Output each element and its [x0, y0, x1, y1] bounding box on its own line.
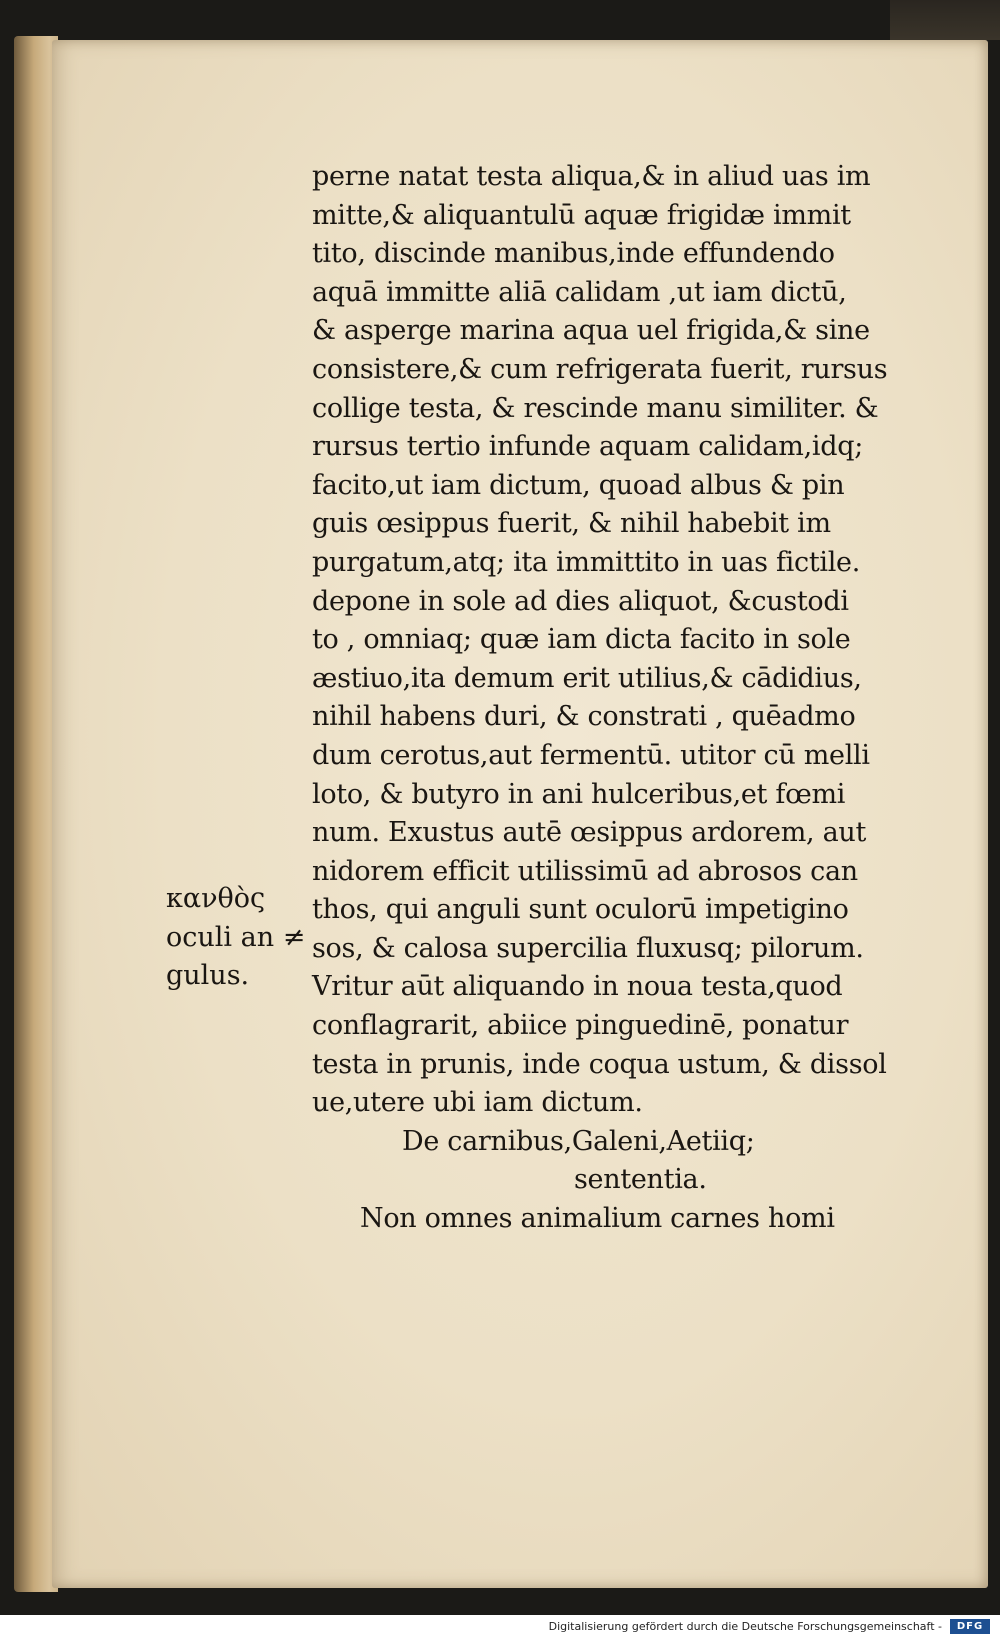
- margin-note-line: gulus.: [166, 960, 250, 992]
- footer-bar: [0, 1615, 1000, 1637]
- text-line: dum cerotus,aut fermentū. utitor cū melli: [312, 739, 870, 771]
- text-line: facito,ut iam dictum, quoad albus & pin: [312, 469, 845, 501]
- text-line: aquā immitte aliā calidam ,ut iam dictū,: [312, 276, 847, 308]
- section-heading-line-2: sententia.: [574, 1164, 707, 1196]
- margin-note: [166, 880, 305, 996]
- paragraph-start-line: Non omnes animalium carnes homi: [360, 1203, 835, 1235]
- text-line: rursus tertio infunde aquam calidam,idq;: [312, 431, 863, 463]
- text-line: sos, & calosa supercilia fluxusq; pilorum.: [312, 932, 864, 964]
- margin-note-line: κανθὸς: [166, 883, 266, 914]
- text-line: collige testa, & rescinde manu similiter. &: [312, 392, 879, 424]
- footer-credit: Digitalisierung gefördert durch die Deutsche Forschungsgemeinschaft -: [548, 1620, 942, 1633]
- text-line: æstiuo,ita demum erit utilius,& cādidius,: [312, 662, 862, 694]
- text-line: purgatum,atq; ita immittito in uas fictile.: [312, 546, 861, 578]
- section-heading-line-1: De carnibus,Galeni,Aetiiq;: [402, 1125, 755, 1157]
- text-line: nihil habens duri, & constrati , quēadmo: [312, 701, 856, 733]
- binding-shadow: [890, 0, 1000, 40]
- text-line: num. Exustus autē œsippus ardorem, aut: [312, 817, 867, 849]
- text-line: thos, qui anguli sunt oculorū impetigino: [312, 894, 849, 926]
- text-line: conflagrarit, abiice pinguedinē, ponatur: [312, 1010, 849, 1042]
- body-text: [312, 158, 952, 1239]
- text-line: tito, discinde manibus,inde effundendo: [312, 238, 835, 270]
- dfg-logo-icon: DFG: [950, 1619, 990, 1634]
- margin-note-line: oculi an ≠: [166, 921, 306, 953]
- text-line: ue,utere ubi iam dictum.: [312, 1087, 643, 1119]
- text-line: testa in prunis, inde coqua ustum, & dissol: [312, 1048, 887, 1080]
- text-line: nidorem efficit utilissimū ad abrosos can: [312, 855, 858, 887]
- text-line: consistere,& cum refrigerata fuerit, rursus: [312, 353, 888, 385]
- text-line: guis œsippus fuerit, & nihil habebit im: [312, 508, 831, 540]
- text-line: depone in sole ad dies aliquot, &custodi: [312, 585, 849, 617]
- text-line: Vritur aūt aliquando in noua testa,quod: [312, 971, 843, 1003]
- text-line: loto, & butyro in ani hulceribus,et fœmi: [312, 778, 846, 810]
- text-line: mitte,& aliquantulū aquæ frigidæ immit: [312, 199, 851, 231]
- text-line: & asperge marina aqua uel frigida,& sine: [312, 315, 870, 347]
- text-line: to , omniaq; quæ iam dicta facito in sole: [312, 624, 851, 656]
- text-line: perne natat testa aliqua,& in aliud uas im: [312, 161, 871, 192]
